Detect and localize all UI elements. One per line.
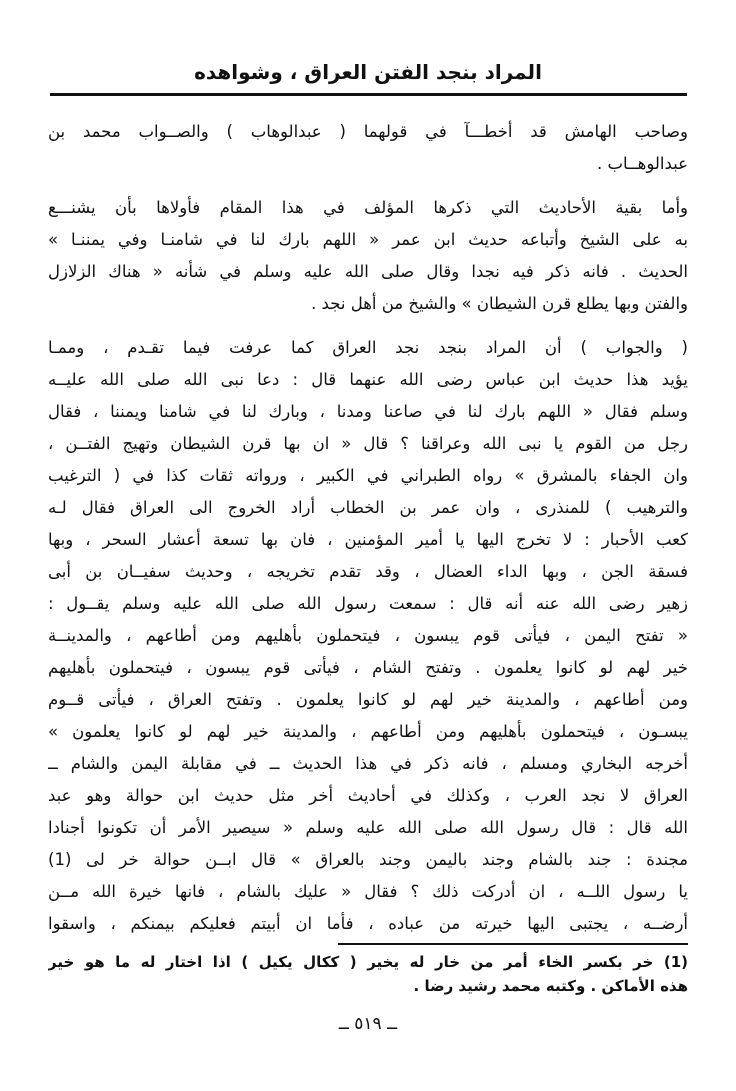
paragraph-gap [48,180,688,192]
text-line: ( والجواب ) أن المراد بنجد نجد العراق كما عرفت فيما تقـدم ، وممـا [48,338,688,357]
text-line: وصاحب الهامش قد أخطـــآ في قولهما ( عبدالوهاب ) والصــواب محمد بن [48,122,688,141]
text-line: الله قال : قال رسول الله صلى الله عليه وسلم « سيصير الأمر أن تكونوا أجنادا [48,818,688,837]
text-line: وأما بقية الأحاديث التي ذكرها المؤلف في هذا المقام فأولاها بأن يشنـــع [48,198,688,217]
text-line: رجل من القوم يا نبى الله وعراقنا ؟ قال « ان بها قرن الشيطان وتهيج الفتــن ، [48,434,688,453]
header-rule [50,93,687,96]
text-line: يا رسول اللــه ، ان أدركت ذلك ؟ فقال « عليك بالشام ، فانها خيرة الله مــن [48,882,688,901]
text-line: يؤيد هذا حديث ابن عباس رضى الله عنهما قال : دعا نبى الله صلى الله عليــه [48,370,688,389]
text-line: ومن أطاعهم ، والمدينة خير لهم لو كانوا يعلمون . وتفتح العراق ، فيأتى قــوم [48,690,688,709]
page-number: ــ ٥١٩ ــ [338,1014,398,1034]
footnote-line: (1) خر بكسر الخاء أمر من خار له يخير ( ككال يكيل ) اذا اختار له ما هو خير [48,953,688,971]
text-line: « تفتح اليمن ، فيأتى قوم يبسون ، فيتحملون بأهليهم ومن أطاعهم ، والمدينــة [48,626,688,645]
text-line: مجندة : جند بالشام وجند باليمن وجند بالعراق » قال ابــن حوالة خر لى (1) [48,850,688,869]
text-line: وسلم فقال « اللهم بارك لنا في صاعنا ومدنا ، وبارك لنا في شامنا ويمننا ، فقال [48,402,688,421]
footnote [48,950,688,998]
text-line: فسقة الجن ، وبها الداء العضال ، وقد تقدم تخريجه ، وحديث سفيــان بن أبى [48,562,688,581]
body-text [48,116,688,940]
footnote-rule [338,943,688,945]
paragraph-gap [48,320,688,332]
text-line: زهير رضى الله عنه أنه قال : سمعت رسول الله صلى الله عليه وسلم يقــول : [48,594,688,613]
text-line: خير لهم لو كانوا يعلمون . وتفتح الشام ، فيأتى قوم يبسون ، فيتحملون بأهليهم [48,658,688,677]
text-line: كعب الأحبار : لا تخرج اليها يا أمير المؤمنين ، فان بها تسعة أعشار السحر ، وبها [48,530,688,549]
text-line: يبسـون ، فيتحملون بأهليهم ومن أطاعهم ، والمدينة خير لهم لو كانوا يعلمون » [48,722,688,741]
footnote-line: هذه الأماكن . وكتبه محمد رشيد رضا . [413,977,688,995]
text-line: أرضــه ، يجتبى اليها خيرته من عباده ، فأما ان أبيتم فعليكم بيمنكم ، واسقوا [48,914,688,933]
text-line: العراق لا نجد العرب ، وكذلك في أحاديث أخر مثل حديث ابن حوالة وهو عبد [48,786,688,805]
text-line: به على الشيخ وأتباعه حديث ابن عمر « اللهم بارك لنا في شامنـا وفي يمننـا » [48,230,688,249]
text-line: والترهيب ) للمنذرى ، وان عمر بن الخطاب أراد الخروج الى العراق فقال لـه [48,498,688,517]
text-line: الحديث . فانه ذكر فيه نجدا وقال صلى الله عليه وسلم في شأنه « هناك الزلازل [48,262,688,281]
text-line: والفتن وبها يطلع قرن الشيطان » والشيخ من أهل نجد . [311,294,688,313]
text-line: أخرجه البخاري ومسلم ، فانه ذكر في هذا الحديث ــ في مقابلة اليمن والشام ــ [48,754,688,773]
running-head: المراد بنجد الفتن العراق ، وشواهده [194,60,542,84]
text-line: عبدالوهــاب . [596,154,688,173]
text-line: وان الجفاء بالمشرق » رواه الطبراني في الكبير ، ورواته ثقات كذا في ( الترغيب [48,466,688,485]
